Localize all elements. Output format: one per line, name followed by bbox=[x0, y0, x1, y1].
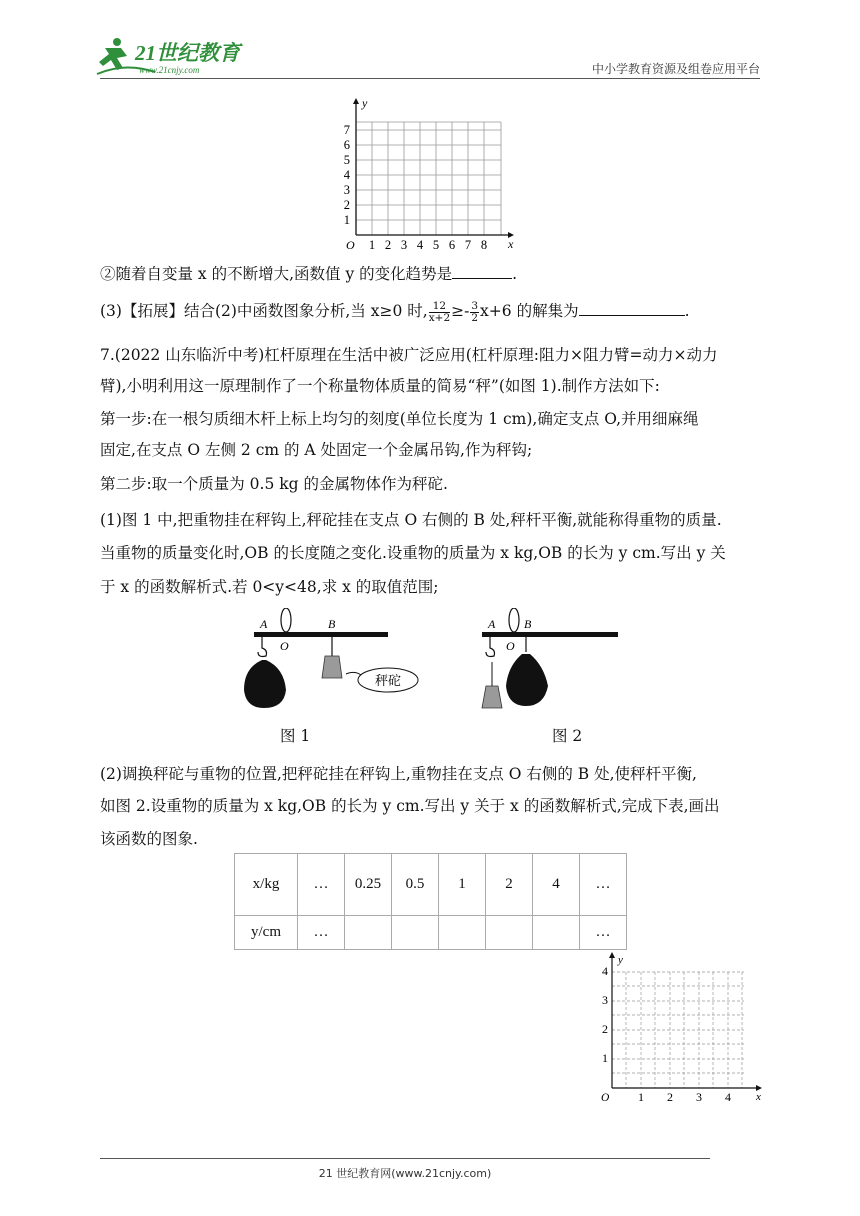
hook-icon bbox=[486, 637, 495, 657]
logo-text: 21世纪教育 bbox=[135, 41, 240, 65]
question-7-line: 该函数的图象. bbox=[100, 830, 198, 848]
x-tick: 7 bbox=[464, 238, 472, 252]
y-tick: 3 bbox=[343, 183, 350, 197]
origin-label: O bbox=[601, 1092, 610, 1104]
table-cell: 0.5 bbox=[392, 854, 439, 916]
x-tick: 3 bbox=[400, 238, 408, 252]
x-axis-label: x bbox=[756, 1091, 761, 1103]
figure-1-caption: 图 1 bbox=[280, 727, 311, 745]
fraction-3-over-2: $\frac{3}{2}$ bbox=[471, 299, 479, 324]
y-tick: 5 bbox=[343, 153, 350, 167]
runner-logo-icon bbox=[95, 36, 255, 80]
counterweight-icon bbox=[322, 656, 342, 678]
question-7-line: (2)调换秤砣与重物的位置,把秤砣挂在秤钩上,重物挂在支点 O 右侧的 B 处,使秤杆平衡, bbox=[100, 765, 697, 783]
table-cell: … bbox=[580, 916, 627, 950]
y-tick: 1 bbox=[343, 213, 350, 227]
x-tick: 1 bbox=[368, 238, 376, 252]
coordinate-grid-2 bbox=[596, 950, 768, 1110]
table-cell: 2 bbox=[486, 854, 533, 916]
table-header-cell: y/cm bbox=[235, 916, 298, 950]
footer-text: 21 世纪教育网(www.21cnjy.com) bbox=[318, 1167, 492, 1180]
logo-url: www.21cnjy.com bbox=[139, 65, 200, 75]
y-tick: 1 bbox=[602, 1051, 608, 1065]
weight-bag-icon bbox=[506, 654, 548, 706]
y-tick: 3 bbox=[602, 993, 608, 1007]
question-7-line: 如图 2.设重物的质量为 x kg,OB 的长为 y cm.写出 y 关于 x 的函数解析式,完成下表,画出 bbox=[100, 797, 720, 815]
fraction-12-over-x-plus-2: $\frac{12}{x+2}$ bbox=[428, 299, 451, 324]
question-6-part2: ②随着自变量 x 的不断增大,函数值 y 的变化趋势是 . bbox=[100, 265, 518, 283]
table-input-cell[interactable] bbox=[392, 916, 439, 950]
x-tick: 8 bbox=[480, 238, 488, 252]
answer-blank[interactable] bbox=[452, 263, 512, 279]
table-cell: … bbox=[298, 916, 345, 950]
fulcrum-rope-icon bbox=[509, 608, 519, 632]
x-tick: 4 bbox=[416, 238, 424, 252]
table-cell: 4 bbox=[533, 854, 580, 916]
lever-bar bbox=[254, 632, 388, 637]
y-tick: 4 bbox=[602, 964, 608, 978]
table-input-cell[interactable] bbox=[533, 916, 580, 950]
label-O: O bbox=[506, 639, 515, 653]
figure-1-lever bbox=[236, 608, 436, 718]
question-7-line: 臂),小明利用这一原理制作了一个称量物体质量的简易“秤”(如图 1).制作方法如下: bbox=[100, 377, 660, 395]
answer-blank[interactable] bbox=[579, 300, 685, 316]
figure-2-lever bbox=[478, 608, 628, 718]
table-input-cell[interactable] bbox=[486, 916, 533, 950]
y-tick: 4 bbox=[343, 168, 350, 182]
hook-icon bbox=[258, 637, 267, 657]
value-table bbox=[234, 853, 627, 950]
x-tick: 3 bbox=[696, 1090, 702, 1104]
label-B: B bbox=[328, 617, 336, 631]
y-tick: 7 bbox=[343, 123, 350, 137]
question-7-line: 第一步:在一根匀质细木杆上标上均匀的刻度(单位长度为 1 cm),确定支点 O,并用细麻绳 bbox=[100, 410, 699, 428]
question-7-line: 固定,在支点 O 左侧 2 cm 的 A 处固定一个金属吊钩,作为秤钩; bbox=[100, 441, 533, 459]
header-tagline: 中小学教育资源及组卷应用平台 bbox=[591, 62, 760, 76]
table-row bbox=[235, 854, 627, 916]
weight-bag-icon bbox=[244, 660, 286, 708]
table-header-cell: x/kg bbox=[235, 854, 298, 916]
coordinate-grid-1 bbox=[336, 96, 522, 256]
y-tick: 2 bbox=[343, 198, 350, 212]
x-tick: 4 bbox=[725, 1090, 731, 1104]
question-7-line: 第二步:取一个质量为 0.5 kg 的金属物体作为秤砣. bbox=[100, 475, 448, 493]
y-tick: 2 bbox=[602, 1022, 608, 1036]
table-input-cell[interactable] bbox=[439, 916, 486, 950]
lever-bar bbox=[482, 632, 618, 637]
origin-label: O bbox=[346, 238, 355, 252]
fulcrum-rope-icon bbox=[281, 608, 291, 632]
y-axis-label: y bbox=[362, 96, 368, 110]
question-7-line: 7.(2022 山东临沂中考)杠杆原理在生活中被广泛应用(杠杆原理:阻力×阻力臂=动力×动力 bbox=[100, 346, 718, 364]
question-7-line: (1)图 1 中,把重物挂在秤钩上,秤砣挂在支点 O 右侧的 B 处,秤杆平衡,就能称得重物的质量. bbox=[100, 511, 722, 529]
header-divider bbox=[100, 78, 760, 79]
callout-text: 秤砣 bbox=[374, 673, 402, 688]
table-cell: 1 bbox=[439, 854, 486, 916]
figure-2-caption: 图 2 bbox=[552, 727, 583, 745]
question-7-line: 于 x 的函数解析式.若 0<y<48,求 x 的取值范围; bbox=[100, 578, 439, 596]
table-cell: … bbox=[580, 854, 627, 916]
table-row bbox=[235, 916, 627, 950]
label-A: A bbox=[488, 617, 496, 631]
x-tick: 2 bbox=[667, 1090, 673, 1104]
counterweight-icon bbox=[482, 686, 502, 708]
x-axis-label: x bbox=[508, 237, 514, 251]
label-B: B bbox=[524, 617, 532, 631]
x-tick: 5 bbox=[432, 238, 440, 252]
table-input-cell[interactable] bbox=[345, 916, 392, 950]
label-A: A bbox=[260, 617, 268, 631]
footer-divider bbox=[100, 1158, 710, 1159]
site-logo bbox=[95, 36, 255, 80]
label-O: O bbox=[280, 639, 289, 653]
x-tick: 6 bbox=[448, 238, 456, 252]
table-cell: … bbox=[298, 854, 345, 916]
y-axis-label: y bbox=[618, 954, 623, 966]
x-tick: 2 bbox=[384, 238, 392, 252]
question-7-line: 当重物的质量变化时,OB 的长度随之变化.设重物的质量为 x kg,OB 的长为 y cm.写出 y 关 bbox=[100, 544, 726, 562]
x-tick: 1 bbox=[638, 1090, 644, 1104]
y-tick: 6 bbox=[343, 138, 350, 152]
table-cell: 0.25 bbox=[345, 854, 392, 916]
question-6-part3: (3)【拓展】结合(2)中函数图象分析,当 x≥0 时, $\frac{12}{x+2}$ ≥- $\frac{3}{2}$ x+6 的解集为 . bbox=[100, 299, 690, 324]
